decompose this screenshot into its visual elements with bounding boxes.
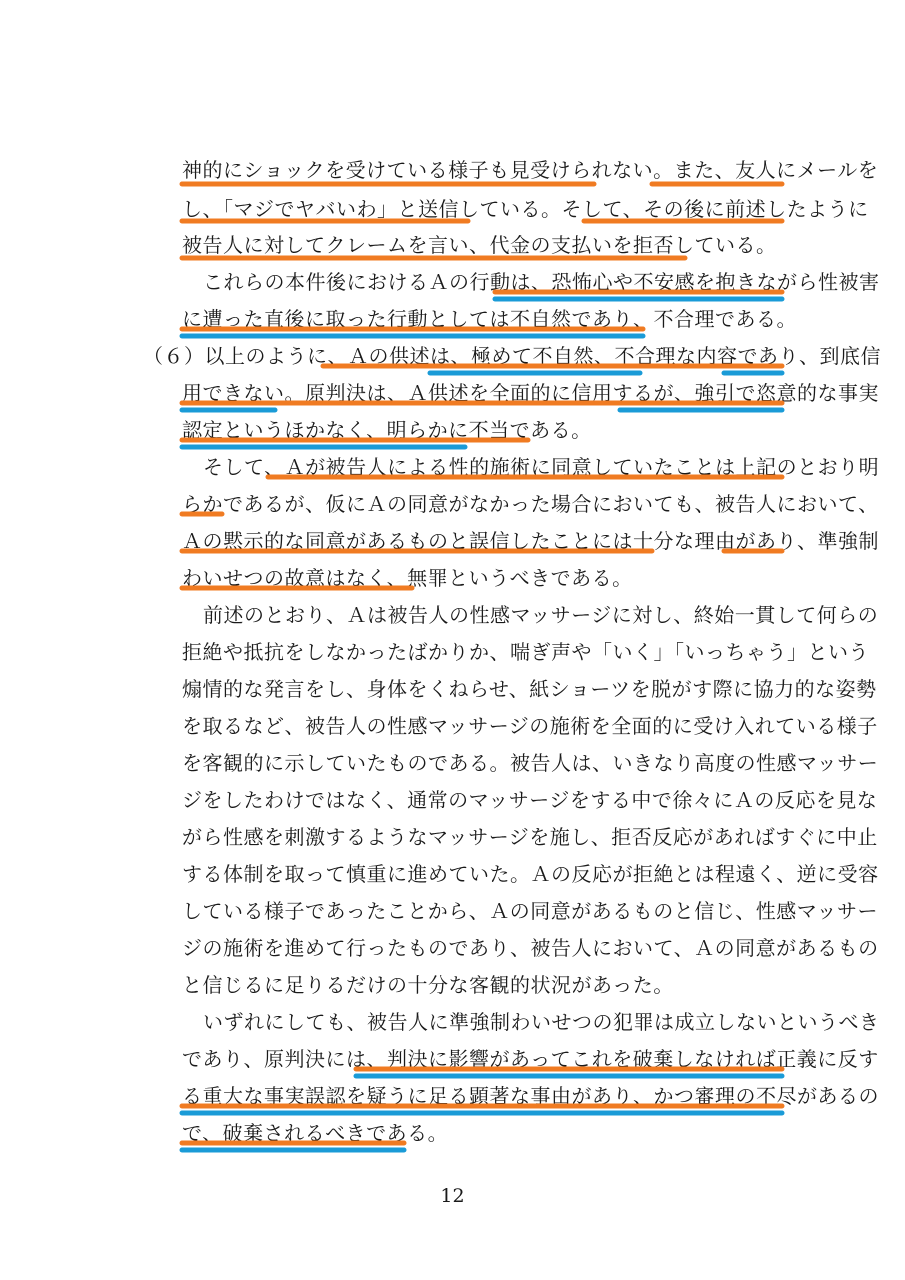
text-line: している様子であったことから、Ａの同意があるものと信じ、性感マッサー	[182, 899, 878, 923]
text-line: らかであるが、仮にＡの同意がなかった場合においても、被告人において、	[182, 492, 879, 516]
text-line: し、「マジでヤバいわ」と送信している。そして、その後に前述したように	[182, 197, 869, 221]
text-line: ジをしたわけではなく、通常のマッサージをする中で徐々にＡの反応を見な	[182, 788, 878, 812]
text-line: これらの本件後におけるＡの行動は、恐怖心や不安感を抱きながら性被害	[203, 270, 880, 294]
text-line: であり、原判決には、判決に影響があってこれを破棄しなければ正義に反す	[182, 1047, 879, 1071]
text-line: 拒絶や抵抗をしなかったばかりか、喘ぎ声や「いく」「いっちゃう」という	[182, 640, 869, 664]
text-line: （６）以上のように、Ａの供述は、極めて不自然、不合理な内容であり、到底信	[143, 344, 881, 368]
text-line: そして、Ａが被告人による性的施術に同意していたことは上記のとおり明	[203, 455, 880, 479]
text-line: わいせつの故意はなく、無罪というべきである。	[182, 566, 633, 590]
text-line: を客観的に示していたものである。被告人は、いきなり高度の性感マッサー	[182, 751, 879, 775]
page-number: 12	[440, 1185, 465, 1207]
text-line: 煽情的な発言をし、身体をくねらせ、紙ショーツを脱がす際に協力的な姿勢	[182, 677, 877, 701]
text-line: する体制を取って慎重に進めていた。Ａの反応が拒絶とは程遠く、逆に受容	[182, 862, 879, 886]
text-line: で、破棄されるべきである。	[182, 1121, 449, 1145]
text-line: Ａの黙示的な同意があるものと誤信したことには十分な理由があり、準強制	[182, 529, 879, 553]
text-line: 用できない。原判決は、Ａ供述を全面的に信用するが、強引で恣意的な事実	[182, 381, 879, 405]
text-line: と信じるに足りるだけの十分な客観的状況があった。	[182, 973, 674, 997]
text-line: がら性感を刺激するようなマッサージを施し、拒否反応があればすぐに中止	[182, 825, 878, 849]
text-line: る重大な事実誤認を疑うに足る顕著な事由があり、かつ審理の不尽があるの	[182, 1084, 879, 1108]
text-line: に遭った直後に取った行動としては不自然であり、不合理である。	[182, 307, 797, 331]
text-line: ジの施術を進めて行ったものであり、被告人において、Ａの同意があるもの	[182, 936, 879, 960]
text-line: 被告人に対してクレームを言い、代金の支払いを拒否している。	[182, 233, 777, 257]
text-line: いずれにしても、被告人に準強制わいせつの犯罪は成立しないというべき	[203, 1010, 880, 1034]
text-line: を取るなど、被告人の性感マッサージの施術を全面的に受け入れている様子	[182, 714, 878, 738]
text-line: 神的にショックを受けている様子も見受けられない。また、友人にメールを	[182, 158, 879, 182]
text-line: 前述のとおり、Ａは被告人の性感マッサージに対し、終始一貫して何らの	[203, 603, 879, 627]
text-line: 認定というほかなく、明らかに不当である。	[182, 418, 592, 442]
